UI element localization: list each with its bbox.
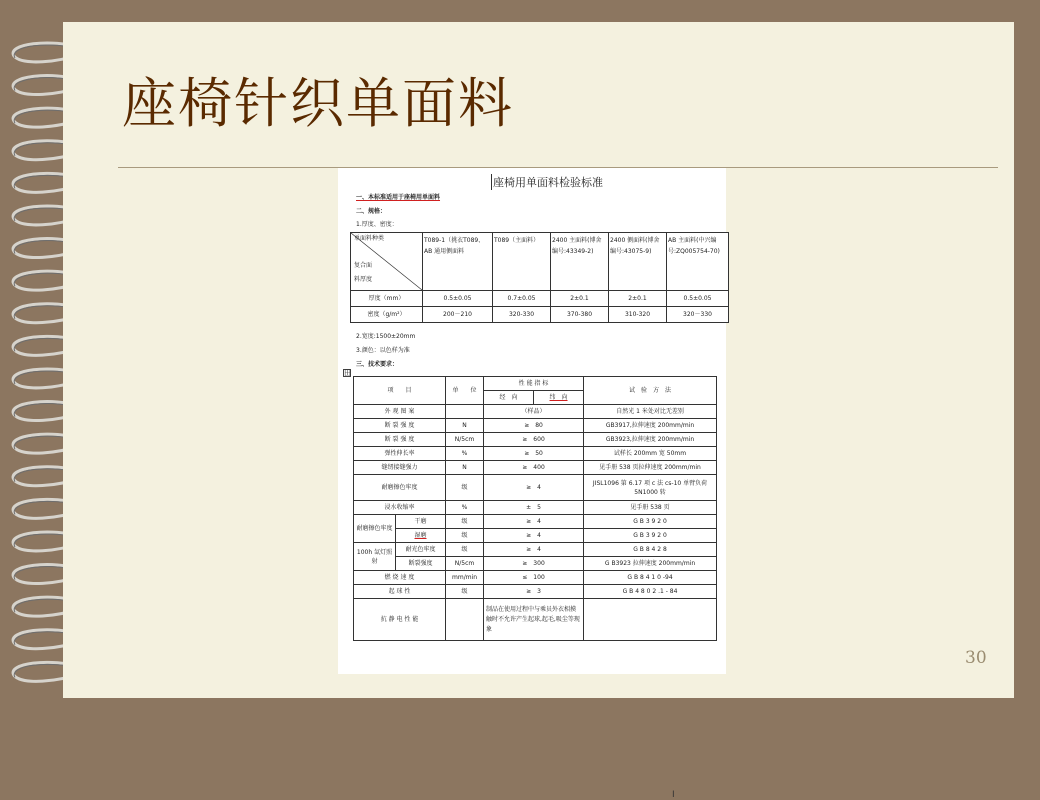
spec-col-3: 2400 主面料(博舍编号:43349-2) [551, 233, 609, 291]
req-item: 燃 烧 速 度 [354, 571, 446, 585]
doc-item-2: 2.宽度:1500±20mm [356, 333, 416, 340]
table-anchor-icon: 田 [344, 369, 351, 377]
req-row [354, 585, 717, 599]
req-method: G B 3 9 2 0 [584, 529, 717, 543]
req-sub: 湿磨 [396, 529, 446, 543]
req-head-weft: 纬 向 [534, 391, 584, 405]
spec-row-density [351, 307, 729, 323]
spec-cell: 200－210 [423, 307, 493, 323]
req-row [354, 557, 717, 571]
doc-item-1: 1.厚度、密度： [356, 221, 398, 228]
req-unit: N/5cm [446, 433, 484, 447]
req-method [584, 599, 717, 641]
spec-header-top: 单面料种类 [354, 235, 385, 242]
spec-col-1: T089-1（挑衣T089、AB 通用侧面料 [423, 233, 493, 291]
spec-row-label: 厚度（mm） [351, 291, 423, 307]
spec-table [350, 232, 729, 323]
req-row [354, 447, 717, 461]
req-method: G B 8 4 2 8 [584, 543, 717, 557]
req-value: ≥ 4 [484, 515, 584, 529]
spec-table-header [351, 233, 729, 291]
req-sub: 干磨 [396, 515, 446, 529]
req-unit [446, 599, 484, 641]
req-row [354, 529, 717, 543]
req-method: 试样长 200mm 宽 50mm [584, 447, 717, 461]
requirements-table [353, 376, 717, 641]
req-value: ≥ 4 [484, 475, 584, 501]
req-method: 见手册 538 页拉伸速度 200mm/min [584, 461, 717, 475]
req-row [354, 543, 717, 557]
req-method: GB3917,拉伸速度 200mm/min [584, 419, 717, 433]
spec-row-label: 密度（g/m²） [351, 307, 423, 323]
req-item: 断 裂 强 度 [354, 419, 446, 433]
page-number: 30 [965, 648, 987, 668]
req-value: （样品） [484, 405, 584, 419]
req-method: G B 8 4 1 0 -94 [584, 571, 717, 585]
spec-cell: 370-380 [551, 307, 609, 323]
req-unit: N [446, 461, 484, 475]
req-item: 起 球 性 [354, 585, 446, 599]
req-head-perf: 性 能 指 标 [484, 377, 584, 391]
req-sub: 耐光色牢度 [396, 543, 446, 557]
req-unit: N [446, 419, 484, 433]
doc-section-3: 三、技术要求： [356, 361, 399, 368]
req-item: 外 观 图 案 [354, 405, 446, 419]
req-value: ≥ 80 [484, 419, 584, 433]
req-head-warp: 经 向 [484, 391, 534, 405]
req-row [354, 475, 717, 501]
spec-cell: 0.5±0.05 [667, 291, 729, 307]
req-method: G B 3 9 2 0 [584, 515, 717, 529]
spec-cell: 0.7±0.05 [493, 291, 551, 307]
req-unit: N/5cm [446, 557, 484, 571]
document-image [338, 168, 726, 800]
req-row [354, 515, 717, 529]
spec-row-thickness [351, 291, 729, 307]
req-group-rub: 耐磨擦色牢度 [354, 515, 396, 543]
req-unit: mm/min [446, 571, 484, 585]
req-head-item: 项 目 [354, 377, 446, 405]
req-unit: % [446, 447, 484, 461]
req-method: G B 4 8 0 2 .1 - 84 [584, 585, 717, 599]
req-item: 耐磨擦色牢度 [354, 475, 446, 501]
req-unit: 级 [446, 585, 484, 599]
req-method: JISL1096 第 6.17 项 c 法 cs-10 单臂负荷 5N1000 转 [584, 475, 717, 501]
req-value: ≥ 600 [484, 433, 584, 447]
req-row [354, 405, 717, 419]
req-head-row-1 [354, 377, 717, 391]
req-item: 缝纫接缝强力 [354, 461, 446, 475]
req-row [354, 599, 717, 641]
req-method: G B3923 拉伸速度 200mm/min [584, 557, 717, 571]
req-value: 制品在使用过程中与乘员外衣相摸触时不允许产生起球,起毛,吸尘等现象 [484, 599, 584, 641]
req-unit: 级 [446, 475, 484, 501]
spec-cell: 320-330 [493, 307, 551, 323]
req-row [354, 419, 717, 433]
req-head-method: 试 验 方 法 [584, 377, 717, 405]
req-unit: 级 [446, 529, 484, 543]
req-head-unit: 单 位 [446, 377, 484, 405]
req-method: 见手册 538 页 [584, 501, 717, 515]
req-group-light: 100h 氙灯照射 [354, 543, 396, 571]
req-row [354, 571, 717, 585]
req-method: GB3923,拉伸速度 200mm/min [584, 433, 717, 447]
spec-cell: 2±0.1 [609, 291, 667, 307]
req-value: ≤ 100 [484, 571, 584, 585]
req-unit: 级 [446, 543, 484, 557]
text-cursor-icon: I [672, 790, 675, 800]
spec-cell: 2±0.1 [551, 291, 609, 307]
spec-header-bottom: 料厚度 [354, 276, 373, 283]
req-method: 自然光 1 米处对比无差别 [584, 405, 717, 419]
doc-item-3: 3.颜色：以色样为准 [356, 347, 410, 354]
req-row [354, 433, 717, 447]
req-value: ≥ 300 [484, 557, 584, 571]
req-sub: 断裂强度 [396, 557, 446, 571]
req-row [354, 501, 717, 515]
req-item: 抗 静 电 性 能 [354, 599, 446, 641]
spec-cell: 310-320 [609, 307, 667, 323]
spec-cell: 320－330 [667, 307, 729, 323]
req-unit [446, 405, 484, 419]
spec-header-mid: 复合面 [354, 262, 373, 269]
spec-header-corner [351, 233, 423, 291]
req-item: 断 裂 强 度 [354, 433, 446, 447]
slide-title: 座椅针织单面料 [122, 72, 514, 135]
spec-cell: 0.5±0.05 [423, 291, 493, 307]
spec-col-4: 2400 侧面料(博舍编号:43075-9) [609, 233, 667, 291]
req-value: ≥ 4 [484, 529, 584, 543]
req-value: ≥ 50 [484, 447, 584, 461]
doc-title: 座椅用单面料检验标准 [493, 176, 603, 189]
req-unit: % [446, 501, 484, 515]
req-value: ≥ 4 [484, 543, 584, 557]
req-item: 弹性伸长率 [354, 447, 446, 461]
req-value: ≥ 3 [484, 585, 584, 599]
spec-col-2: T089（主面料） [493, 233, 551, 291]
req-row [354, 461, 717, 475]
spec-col-5: AB 主面料(中兴编号:ZQ005754-70) [667, 233, 729, 291]
doc-section-2: 二、规格： [356, 208, 387, 215]
req-value: ≥ 400 [484, 461, 584, 475]
req-unit: 级 [446, 515, 484, 529]
req-item: 浸水收缩率 [354, 501, 446, 515]
req-value: ± 5 [484, 501, 584, 515]
doc-section-1: 一、本标准适用于座椅用单面料 [356, 194, 441, 201]
